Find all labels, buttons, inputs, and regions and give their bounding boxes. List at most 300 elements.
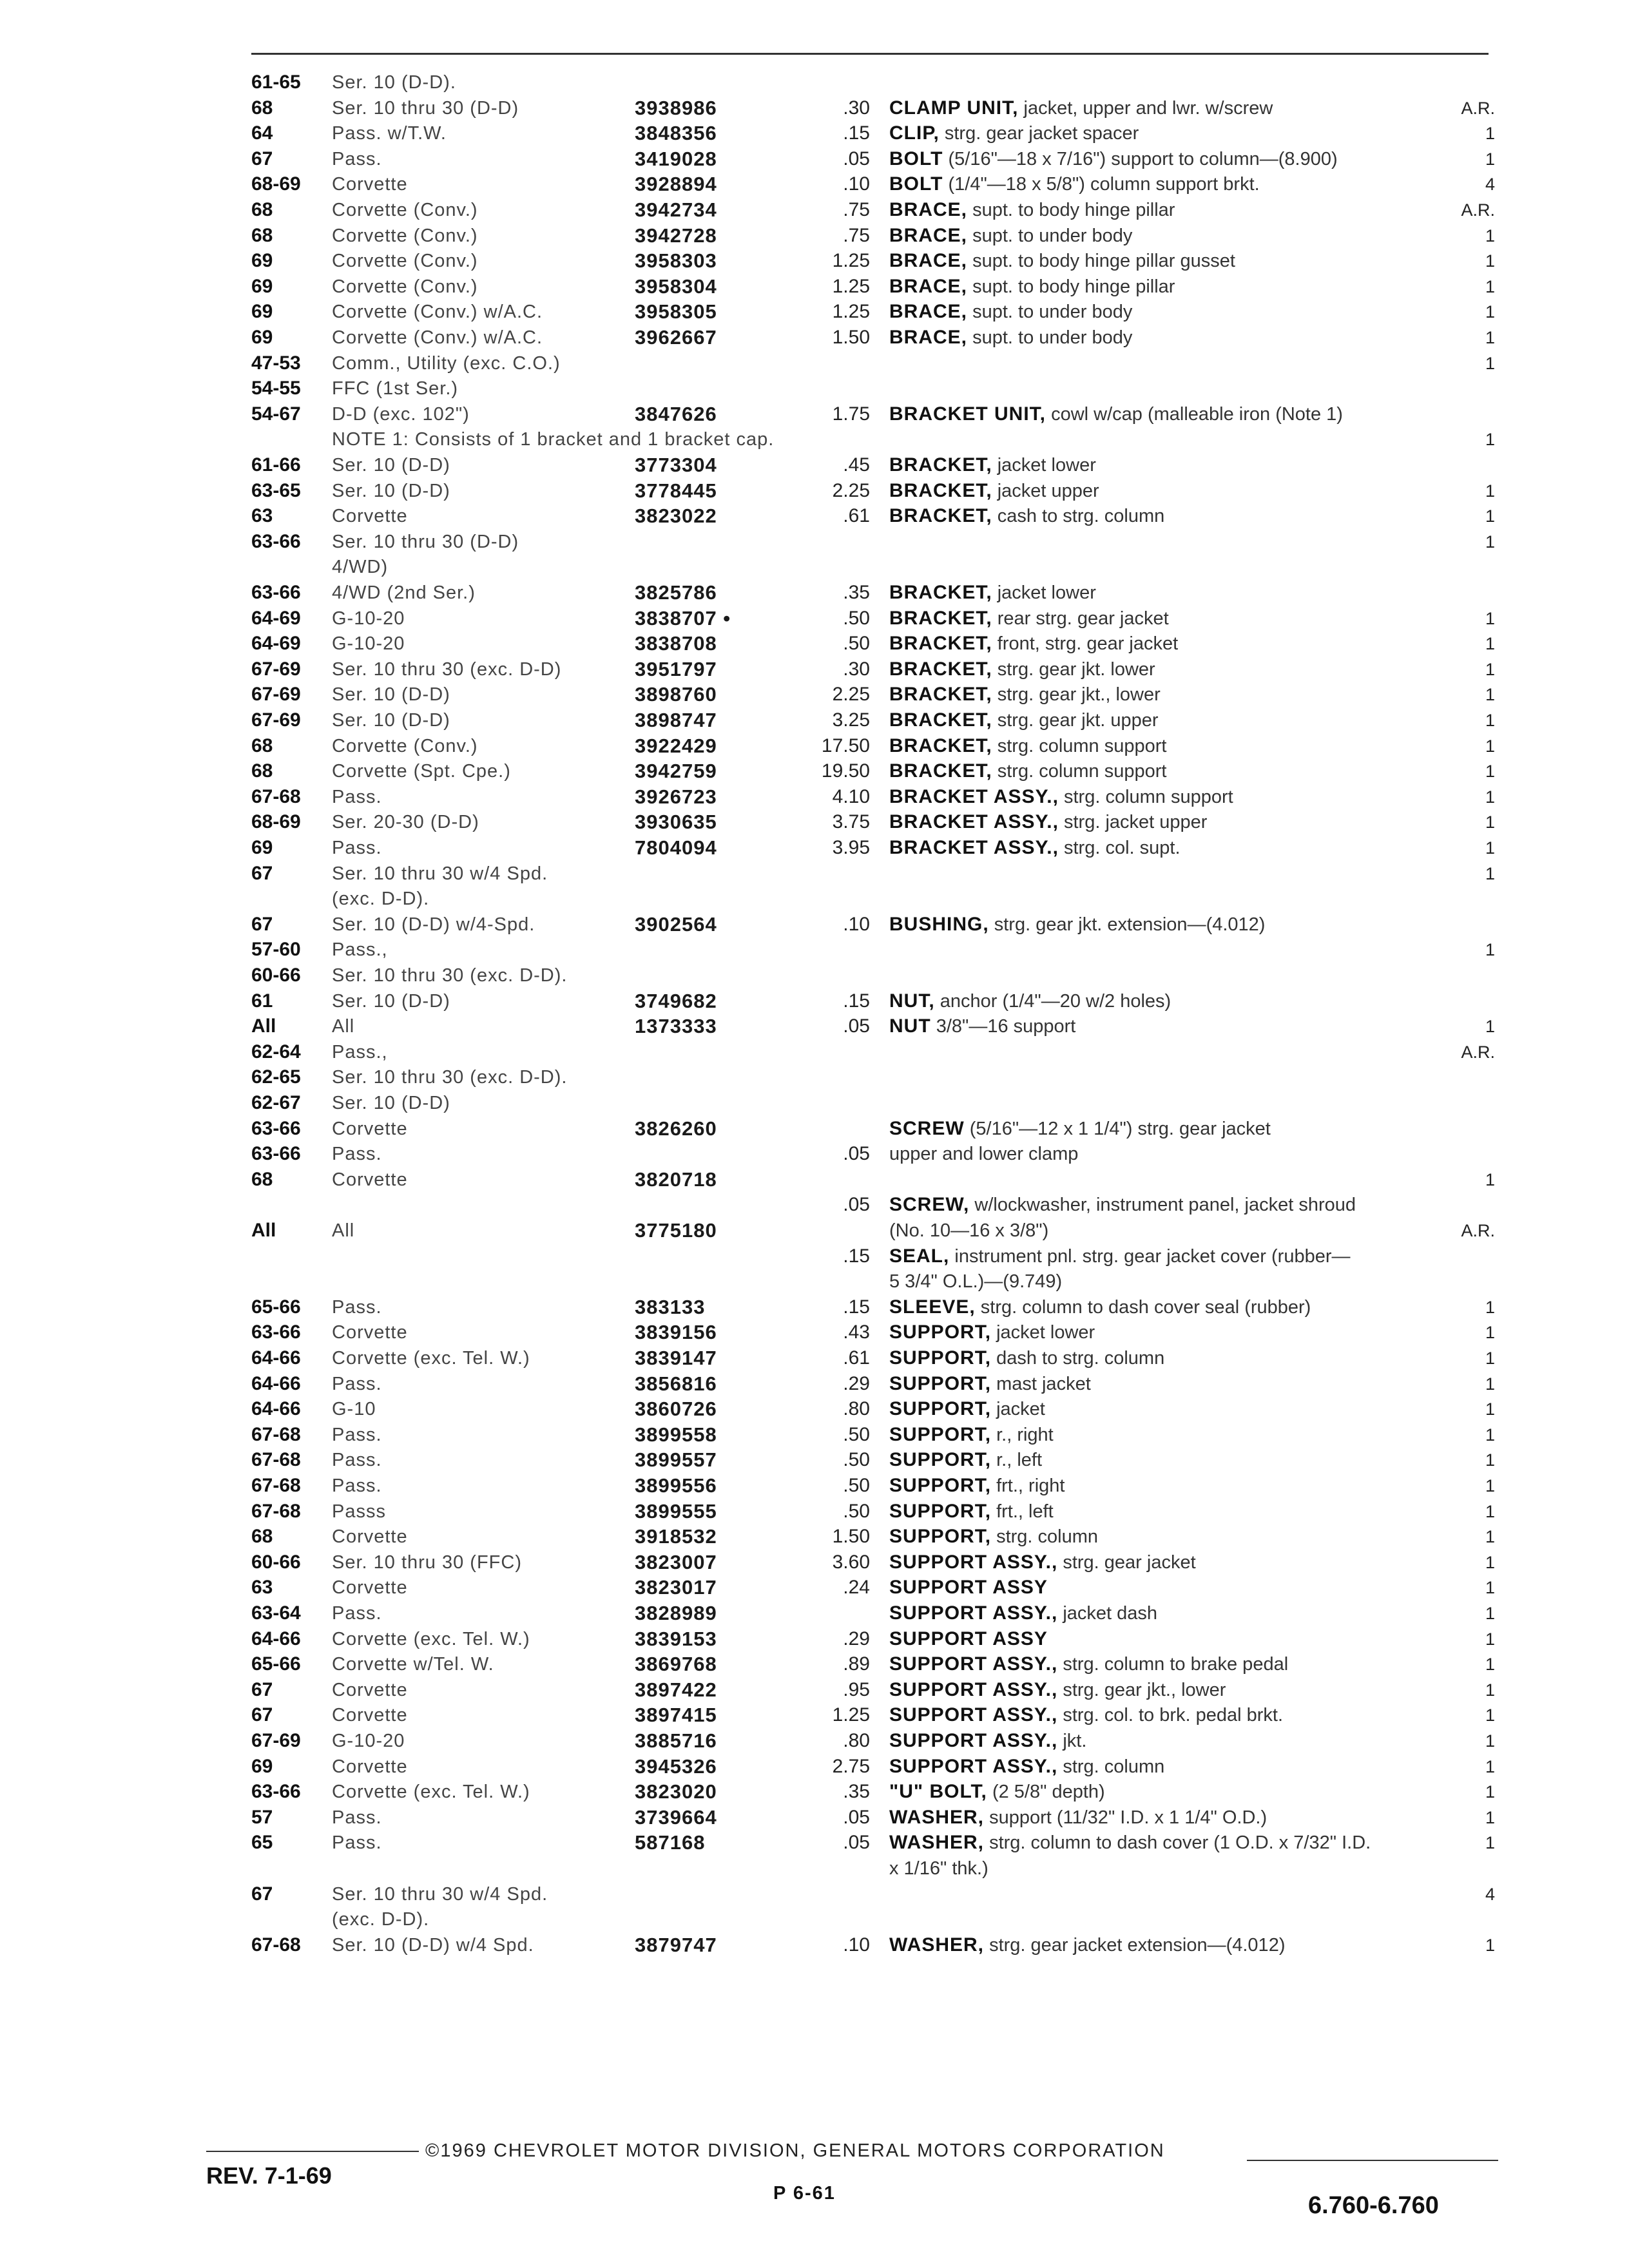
- part-name: SUPPORT,: [889, 1500, 992, 1522]
- part-detail: strg. gear jacket: [1063, 1552, 1196, 1573]
- table-row: [0, 503, 1629, 532]
- model-description: Corvette: [332, 174, 408, 195]
- quantity: 1: [1485, 532, 1495, 552]
- quantity: 1: [1485, 736, 1495, 756]
- model-year: 67-68: [251, 1423, 301, 1445]
- model-year: 69: [251, 1755, 273, 1777]
- table-row: [0, 1167, 1629, 1195]
- price: .10: [843, 1934, 870, 1956]
- part-number: 3902564: [635, 912, 717, 936]
- part-detail: strg. column support: [1063, 786, 1233, 807]
- part-name: BRACE,: [889, 250, 968, 272]
- price: .35: [843, 582, 870, 603]
- part-number: 3942759: [635, 760, 717, 783]
- price: .89: [843, 1653, 870, 1675]
- model-year: 67: [251, 862, 273, 884]
- table-row: [0, 248, 1629, 276]
- table-row: [0, 886, 1629, 914]
- quantity: 1: [1485, 1323, 1495, 1343]
- price: 2.25: [832, 684, 870, 706]
- model-year: 64-66: [251, 1372, 301, 1394]
- quantity: 1: [1485, 812, 1495, 832]
- model-year: 61-66: [251, 454, 301, 476]
- part-description: [889, 1575, 1048, 1600]
- part-name: CLAMP UNIT,: [889, 97, 1019, 119]
- part-number: 3958304: [635, 274, 717, 298]
- table-row: [0, 1218, 1629, 1246]
- model-description: Corvette (exc. Tel. W.): [332, 1628, 530, 1649]
- model-description: G-10: [332, 1399, 376, 1420]
- quantity: 1: [1485, 608, 1495, 628]
- model-year: 63-66: [251, 582, 301, 603]
- part-name: SUPPORT,: [889, 1423, 992, 1445]
- table-row: [0, 784, 1629, 812]
- part-name: BRACKET ASSY.,: [889, 837, 1059, 858]
- part-description: [889, 1192, 1356, 1218]
- model-description: Corvette: [332, 1322, 408, 1343]
- price: .43: [843, 1321, 870, 1343]
- quantity: 1: [1485, 1680, 1495, 1700]
- model-year: 67: [251, 1678, 273, 1700]
- part-number: 3897415: [635, 1704, 717, 1727]
- quantity: 1: [1485, 1169, 1495, 1189]
- part-name: SUPPORT,: [889, 1449, 992, 1471]
- part-name: BRACE,: [889, 224, 968, 246]
- table-row: [0, 1090, 1629, 1119]
- part-detail: cash to strg. column: [997, 506, 1165, 527]
- price: .29: [843, 1372, 870, 1394]
- quantity: 1: [1485, 251, 1495, 271]
- quantity: 1: [1485, 481, 1495, 501]
- part-description: [889, 758, 1166, 784]
- part-description: [889, 1396, 1045, 1422]
- quantity: 1: [1485, 1655, 1495, 1675]
- quantity: 4: [1485, 1884, 1495, 1904]
- part-number: 3749682: [635, 989, 717, 1012]
- table-row: [0, 376, 1629, 404]
- part-number: 3838707 •: [635, 606, 731, 629]
- model-year: 67-68: [251, 785, 301, 807]
- model-description: Corvette: [332, 506, 408, 527]
- table-row: [0, 401, 1629, 430]
- part-detail: front, strg. gear jacket: [997, 633, 1179, 655]
- part-detail: strg. col. supt.: [1063, 838, 1181, 858]
- part-description: [889, 1626, 1048, 1652]
- part-detail: supt. to under body: [972, 302, 1133, 323]
- price: .10: [843, 913, 870, 935]
- part-name: BRACE,: [889, 301, 968, 323]
- part-description: [889, 1269, 1062, 1294]
- quantity: 1: [1485, 328, 1495, 347]
- model-description: Corvette (Conv.): [332, 225, 478, 246]
- part-detail: rear strg. gear jacket: [997, 608, 1169, 629]
- part-number: 3856816: [635, 1372, 717, 1395]
- price: .50: [843, 1449, 870, 1471]
- part-detail: jacket lower: [997, 582, 1096, 603]
- part-number: 3928894: [635, 173, 717, 196]
- price: .10: [843, 173, 870, 195]
- price: .29: [843, 1628, 870, 1649]
- part-number: 3951797: [635, 657, 717, 680]
- part-description: [889, 1294, 1311, 1320]
- part-name: BOLT: [889, 173, 943, 195]
- quantity: 1: [1485, 711, 1495, 730]
- part-number: 3839153: [635, 1627, 717, 1650]
- model-description: Pass.: [332, 1296, 382, 1318]
- price: .50: [843, 633, 870, 655]
- price: .95: [843, 1678, 870, 1700]
- model-description: Comm., Utility (exc. C.O.): [332, 352, 561, 374]
- model-description: Corvette: [332, 1169, 408, 1190]
- table-row: [0, 1754, 1629, 1782]
- part-name: NUT: [889, 1015, 931, 1037]
- part-detail: strg. gear jacket spacer: [944, 123, 1139, 144]
- model-year: 65-66: [251, 1296, 301, 1318]
- model-year: 63-66: [251, 1143, 301, 1165]
- part-number: 587168: [635, 1831, 706, 1854]
- quantity: 1: [1485, 430, 1495, 450]
- model-description: Ser. 10 (D-D): [332, 710, 450, 731]
- price: .15: [843, 990, 870, 1012]
- part-number: 3899558: [635, 1423, 717, 1446]
- price: 1.75: [832, 403, 870, 425]
- price: 1.25: [832, 275, 870, 297]
- part-description: [889, 1218, 1048, 1244]
- table-row: [0, 1244, 1629, 1272]
- model-year: 64-66: [251, 1347, 301, 1369]
- part-detail: r., left: [996, 1450, 1043, 1471]
- part-name: WASHER,: [889, 1806, 985, 1828]
- model-year: 64-69: [251, 633, 301, 655]
- part-number: 3945326: [635, 1754, 717, 1778]
- price: .80: [843, 1730, 870, 1751]
- model-year: 69: [251, 327, 273, 348]
- model-description: Ser. 10 (D-D): [332, 1093, 450, 1113]
- part-description: [889, 1932, 1285, 1958]
- part-detail: strg. gear jkt. upper: [997, 710, 1159, 731]
- part-name: SUPPORT ASSY.,: [889, 1678, 1058, 1700]
- part-detail: anchor (1/4"—20 w/2 holes): [940, 990, 1171, 1012]
- table-row: [0, 1830, 1629, 1858]
- part-number: 3958303: [635, 249, 717, 273]
- part-description: [889, 503, 1164, 529]
- model-description: Ser. 10 thru 30 (exc. D-D).: [332, 1067, 568, 1088]
- model-description: FFC (1st Ser.): [332, 378, 459, 399]
- part-detail: jacket dash: [1063, 1603, 1158, 1624]
- part-description: [889, 478, 1099, 504]
- model-description: Pass.: [332, 1424, 382, 1445]
- part-description: [889, 1805, 1267, 1831]
- part-number: 3897422: [635, 1678, 717, 1701]
- part-number: 383133: [635, 1295, 706, 1318]
- part-description: [889, 95, 1273, 121]
- model-description: Corvette: [332, 1705, 408, 1726]
- model-description: Corvette (Conv.): [332, 251, 478, 272]
- quantity: 1: [1485, 1425, 1495, 1445]
- part-description: [889, 120, 1139, 146]
- quantity: 1: [1485, 1297, 1495, 1317]
- model-year: 69: [251, 275, 273, 297]
- table-row: [0, 1396, 1629, 1425]
- table-row: [0, 1320, 1629, 1348]
- part-number: 3847626: [635, 402, 717, 425]
- model-year: 67: [251, 148, 273, 169]
- price: .05: [843, 1806, 870, 1828]
- table-row: [0, 1371, 1629, 1399]
- part-number: 3778445: [635, 479, 717, 502]
- part-number: 3922429: [635, 734, 717, 757]
- part-number: 3930635: [635, 811, 717, 834]
- model-description: Ser. 10 thru 30 (D-D): [332, 531, 519, 552]
- part-detail: frt., right: [996, 1475, 1065, 1496]
- part-detail: frt., left: [996, 1501, 1054, 1522]
- quantity: 1: [1485, 685, 1495, 705]
- model-description: Ser. 10 thru 30 (exc. D-D).: [332, 965, 568, 986]
- part-detail: (1/4"—18 x 5/8") column support brkt.: [948, 174, 1260, 195]
- part-detail: jkt.: [1063, 1731, 1087, 1751]
- part-number: 3826260: [635, 1117, 717, 1140]
- table-row: [0, 1192, 1629, 1220]
- part-description: [889, 1499, 1054, 1524]
- part-number: 3848356: [635, 122, 717, 145]
- part-detail: r., right: [996, 1424, 1054, 1445]
- model-description: Corvette (Conv.) w/A.C.: [332, 302, 543, 323]
- quantity: 1: [1485, 1706, 1495, 1725]
- quantity: 1: [1485, 1374, 1495, 1394]
- model-description: Ser. 10 thru 30 w/4 Spd.: [332, 1883, 548, 1905]
- part-name: BRACKET,: [889, 760, 992, 782]
- part-detail: w/lockwasher, instrument panel, jacket shroud: [974, 1195, 1356, 1216]
- part-name: BRACKET,: [889, 454, 992, 476]
- model-description: Ser. 10 thru 30 w/4 Spd.: [332, 863, 548, 884]
- quantity: 1: [1485, 1527, 1495, 1547]
- model-description: Ser. 10 (D-D): [332, 480, 450, 501]
- quantity: 4: [1485, 175, 1495, 195]
- part-description: [889, 325, 1132, 351]
- quantity: 1: [1485, 659, 1495, 679]
- quantity: 1: [1485, 634, 1495, 654]
- part-detail: (5/16"—12 x 1 1/4") strg. gear jacket: [969, 1118, 1271, 1139]
- table-row: [0, 861, 1629, 889]
- quantity: 1: [1485, 124, 1495, 144]
- part-detail: strg. column to dash cover seal (rubber): [980, 1296, 1311, 1318]
- part-description: [889, 401, 1343, 427]
- table-row: [0, 1677, 1629, 1706]
- model-description: G-10-20: [332, 608, 405, 629]
- model-description: Pass. w/T.W.: [332, 123, 447, 144]
- part-name: BRACKET,: [889, 633, 992, 655]
- part-detail: jacket lower: [997, 455, 1096, 476]
- table-row: [0, 835, 1629, 863]
- part-number: 3739664: [635, 1805, 717, 1829]
- revision-date: REV. 7-1-69: [206, 2162, 332, 2189]
- table-row: [0, 707, 1629, 736]
- model-year: 57: [251, 1806, 273, 1828]
- quantity: 1: [1485, 302, 1495, 322]
- table-row: [0, 529, 1629, 557]
- model-description: Corvette: [332, 1577, 408, 1599]
- table-row: [0, 912, 1629, 940]
- part-number: 3775180: [635, 1219, 717, 1242]
- table-row: [0, 478, 1629, 506]
- model-year: 67: [251, 1704, 273, 1726]
- table-row: [0, 146, 1629, 175]
- model-year: 68-69: [251, 173, 301, 195]
- quantity: 1: [1485, 762, 1495, 782]
- part-number: 3918532: [635, 1525, 717, 1548]
- model-description: Ser. 10 (D-D): [332, 684, 450, 706]
- model-description: Ser. 10 (D-D): [332, 990, 450, 1012]
- table-row: [0, 657, 1629, 685]
- model-year: 57-60: [251, 939, 301, 961]
- table-row: [0, 1779, 1629, 1807]
- price: .50: [843, 1500, 870, 1522]
- model-year: All: [251, 1015, 276, 1037]
- part-detail: 3/8"—16 support: [936, 1016, 1076, 1037]
- part-detail: strg. column support: [997, 761, 1167, 782]
- model-year: 68: [251, 735, 273, 756]
- table-row: [0, 1269, 1629, 1297]
- part-name: SUPPORT,: [889, 1372, 992, 1394]
- part-detail: dash to strg. column: [996, 1348, 1165, 1369]
- price: 4.10: [832, 785, 870, 807]
- part-number: 3869768: [635, 1653, 717, 1676]
- part-name: BRACKET UNIT,: [889, 403, 1046, 425]
- price: .30: [843, 97, 870, 119]
- part-description: [889, 1345, 1164, 1371]
- part-detail: instrument pnl. strg. gear jacket cover (rubber—: [954, 1245, 1351, 1267]
- price: .35: [843, 1781, 870, 1803]
- part-description: [889, 809, 1207, 835]
- model-year: 68: [251, 1526, 273, 1548]
- model-description: Pass.: [332, 838, 382, 858]
- model-year: 68: [251, 199, 273, 220]
- model-year: 62-67: [251, 1092, 301, 1113]
- price: .15: [843, 122, 870, 144]
- model-year: All: [251, 1220, 276, 1241]
- quantity: A.R.: [1461, 1042, 1495, 1062]
- model-year: 61: [251, 990, 273, 1012]
- quantity: 1: [1485, 1604, 1495, 1623]
- table-row: [0, 1856, 1629, 1884]
- model-year: 64-66: [251, 1398, 301, 1420]
- part-number: 3958305: [635, 300, 717, 323]
- table-row: [0, 1600, 1629, 1629]
- quantity: 1: [1485, 1501, 1495, 1521]
- quantity: 1: [1485, 149, 1495, 169]
- part-number: 3773304: [635, 454, 717, 476]
- table-row: [0, 1728, 1629, 1756]
- part-description: [889, 912, 1265, 937]
- model-description: Corvette: [332, 1118, 408, 1139]
- part-description: [889, 835, 1181, 861]
- model-description: Corvette (Conv.) w/A.C.: [332, 327, 543, 348]
- part-number: 1373333: [635, 1015, 717, 1038]
- model-year: 68: [251, 760, 273, 782]
- quantity: A.R.: [1461, 98, 1495, 118]
- quantity: 1: [1485, 1756, 1495, 1776]
- price: 1.50: [832, 327, 870, 348]
- price: 1.50: [832, 1526, 870, 1548]
- quantity: A.R.: [1461, 200, 1495, 220]
- part-detail: (No. 10—16 x 3/8"): [889, 1220, 1049, 1241]
- price: .50: [843, 1423, 870, 1445]
- table-row: [0, 682, 1629, 710]
- quantity: 1: [1485, 1399, 1495, 1419]
- part-name: SCREW: [889, 1117, 965, 1139]
- table-row: [0, 274, 1629, 302]
- part-number: 3879747: [635, 1933, 717, 1956]
- part-description: [889, 1320, 1095, 1345]
- table-row: [0, 1014, 1629, 1042]
- part-description: [889, 197, 1175, 223]
- price: .05: [843, 1194, 870, 1216]
- model-year: 67-68: [251, 1934, 301, 1956]
- model-description: Pass.: [332, 1832, 382, 1854]
- model-year: 62-64: [251, 1041, 301, 1062]
- model-description: Pass.,: [332, 939, 388, 961]
- part-number: 3839147: [635, 1347, 717, 1369]
- table-row: [0, 1702, 1629, 1731]
- price: .80: [843, 1398, 870, 1420]
- group-range: 6.760-6.760: [1308, 2192, 1439, 2219]
- table-row: [0, 1473, 1629, 1501]
- part-detail: strg. gear jkt. lower: [997, 658, 1155, 680]
- model-description: All: [332, 1220, 355, 1241]
- model-year: 63: [251, 505, 273, 527]
- part-detail: strg. column: [996, 1526, 1099, 1548]
- quantity: 1: [1485, 1017, 1495, 1037]
- quantity: 1: [1485, 1807, 1495, 1827]
- part-description: [889, 452, 1096, 478]
- quantity: 1: [1485, 838, 1495, 858]
- table-row: [0, 1499, 1629, 1527]
- model-description: (exc. D-D).: [332, 1909, 430, 1930]
- part-number: 3899556: [635, 1474, 717, 1497]
- part-name: BRACKET,: [889, 684, 992, 706]
- table-row: [0, 351, 1629, 379]
- part-name: BRACKET,: [889, 479, 992, 501]
- part-name: BRACKET,: [889, 735, 992, 756]
- part-detail: upper and lower clamp: [889, 1144, 1079, 1165]
- part-description: [889, 248, 1235, 274]
- part-number: 3926723: [635, 785, 717, 808]
- part-number: 3898747: [635, 709, 717, 731]
- model-description: Ser. 10 thru 30 (D-D): [332, 97, 519, 119]
- table-row: [0, 95, 1629, 124]
- part-description: [889, 223, 1132, 249]
- table-row: [0, 554, 1629, 582]
- page-number: P 6-61: [773, 2183, 836, 2204]
- part-name: SUPPORT,: [889, 1475, 992, 1496]
- model-year: 64-69: [251, 607, 301, 629]
- table-row: [0, 1550, 1629, 1578]
- part-detail: supt. to body hinge pillar: [972, 200, 1175, 220]
- footer-rule-right: [1247, 2160, 1498, 2161]
- part-name: NUT,: [889, 990, 935, 1012]
- quantity: 1: [1485, 1476, 1495, 1495]
- model-year: 62-65: [251, 1066, 301, 1088]
- model-description: 4/WD (2nd Ser.): [332, 582, 476, 603]
- part-detail: (2 5/8" depth): [992, 1782, 1105, 1803]
- part-description: [889, 631, 1178, 657]
- table-row: [0, 1039, 1629, 1068]
- model-description: Corvette: [332, 1679, 408, 1700]
- model-description: Pass.: [332, 786, 382, 807]
- part-detail: x 1/16" thk.): [889, 1858, 988, 1879]
- price: .61: [843, 1347, 870, 1369]
- price: 3.60: [832, 1551, 870, 1573]
